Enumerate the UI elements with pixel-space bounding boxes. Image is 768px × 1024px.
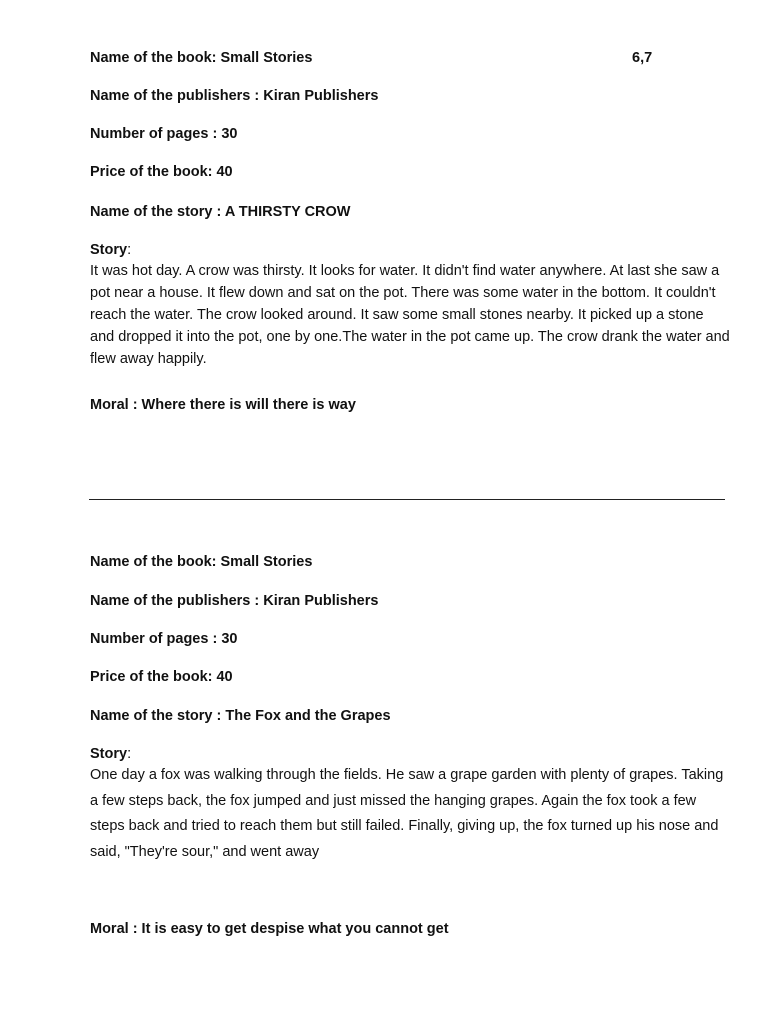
story-label-colon-2: : xyxy=(127,746,132,762)
moral-1: Moral : Where there is will there is way xyxy=(90,397,356,413)
story-label-text-2: Story xyxy=(90,746,128,762)
story-label-text-1: Story xyxy=(90,242,128,258)
story-label-2 xyxy=(90,745,131,763)
story-name-1: Name of the story : A THIRSTY CROW xyxy=(90,204,351,220)
story-text-1: It was hot day. A crow was thirsty. It looks for water. It didn't find water anywhere. At last she saw a pot near a house. It flew down and sat on the pot. There was some water in the bottom. It couldn't reach the water. The crow looked around. It saw some small stones nearby. It picked up a stone and dropped it into the pot, one by one.The water in the pot came up. The crow drank the water and flew away happily. xyxy=(90,263,730,367)
page-number: 6,7 xyxy=(632,50,653,66)
price-1: Price of the book: 40 xyxy=(90,164,233,180)
story-text-2: One day a fox was walking through the fields. He saw a grape garden with plenty of grapes. Taking a few steps back, the fox jumped and just missed the hanging grapes. Again the fox took a few steps back and tried to reach them but still failed. Finally, giving up, the fox turned up his nose and said, "They're sour," and went away xyxy=(90,767,724,860)
publisher-1: Name of the publishers : Kiran Publishers xyxy=(90,88,379,104)
price-2: Price of the book: 40 xyxy=(90,669,233,685)
pages-count-2: Number of pages : 30 xyxy=(90,631,238,647)
moral-2: Moral : It is easy to get despise what you cannot get xyxy=(90,921,449,937)
story-name-2: Name of the story : The Fox and the Grapes xyxy=(90,708,391,724)
book-name-2: Name of the book: Small Stories xyxy=(90,554,313,570)
pages-count-1: Number of pages : 30 xyxy=(90,126,238,142)
book-name-1: Name of the book: Small Stories xyxy=(90,50,313,66)
story-label-colon-1: : xyxy=(127,242,132,258)
publisher-2: Name of the publishers : Kiran Publishers xyxy=(90,593,379,609)
story-label-1 xyxy=(90,241,131,259)
section-divider xyxy=(89,499,725,500)
